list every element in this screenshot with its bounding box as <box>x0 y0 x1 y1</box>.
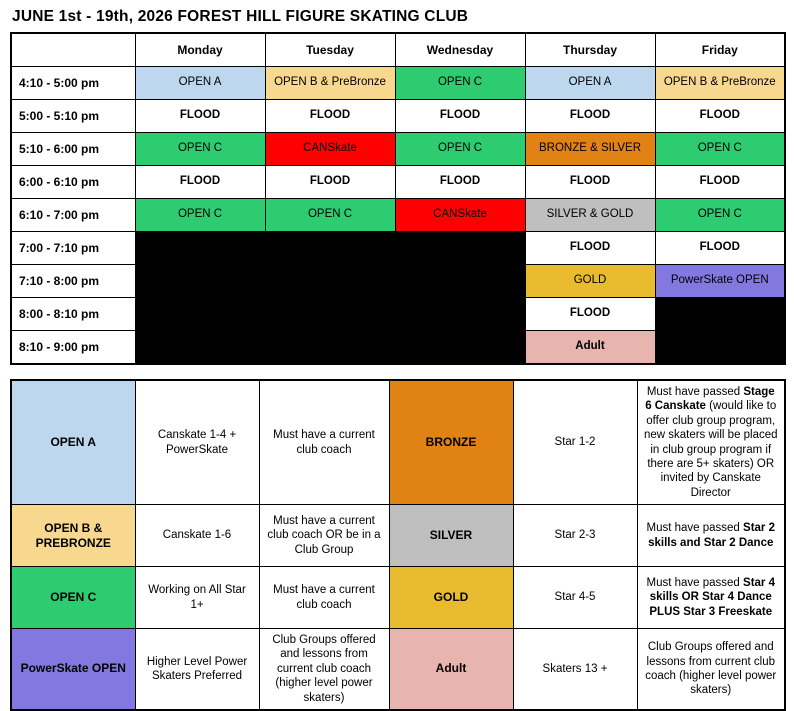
schedule-session-label: FLOOD <box>569 175 611 188</box>
schedule-session-cell <box>655 199 785 232</box>
schedule-session-cell <box>525 67 655 100</box>
schedule-session-label: BRONZE & SILVER <box>538 142 642 155</box>
legend-star-cell: Star 4-5 <box>513 567 637 629</box>
schedule-col-tuesday: Tuesday <box>265 33 395 67</box>
legend-key-cell: OPEN A <box>11 380 135 505</box>
schedule-session-label: OPEN C <box>697 142 742 155</box>
schedule-session-cell <box>395 100 525 133</box>
schedule-col-friday: Friday <box>655 33 785 67</box>
legend-requirement-cell: Must have a current club coach <box>259 380 389 505</box>
schedule-session-cell <box>395 199 525 232</box>
legend-table <box>10 379 786 711</box>
schedule-session-label: FLOOD <box>309 175 351 188</box>
schedule-col-monday: Monday <box>135 33 265 67</box>
schedule-time-label: 4:10 - 5:00 pm <box>11 67 135 100</box>
legend-criteria-cell: Must have passed Star 2 skills and Star 2 Dance <box>637 505 785 567</box>
schedule-time-label: 5:00 - 5:10 pm <box>11 100 135 133</box>
schedule-empty-cell <box>265 232 395 265</box>
schedule-empty-cell <box>135 298 265 331</box>
legend-level-cell: Canskate 1-6 <box>135 505 259 567</box>
schedule-time-label: 8:00 - 8:10 pm <box>11 298 135 331</box>
schedule-row <box>11 199 785 232</box>
schedule-empty-cell <box>135 331 265 365</box>
schedule-row <box>11 265 785 298</box>
schedule-session-label: OPEN C <box>697 208 742 221</box>
schedule-session-label: OPEN C <box>177 208 223 221</box>
schedule-header-row <box>11 33 785 67</box>
schedule-session-cell <box>265 67 395 100</box>
legend-criteria-cell: Must have passed Star 4 skills OR Star 4 Dance PLUS Star 3 Freeskate <box>637 567 785 629</box>
schedule-session-label: OPEN C <box>437 76 483 89</box>
schedule-session-label: GOLD <box>573 274 607 287</box>
schedule-empty-cell <box>265 331 395 365</box>
legend-key-cell: GOLD <box>389 567 513 629</box>
schedule-session-cell <box>655 265 785 298</box>
schedule-empty-cell <box>395 265 525 298</box>
schedule-session-cell <box>655 67 785 100</box>
schedule-session-cell <box>265 166 395 199</box>
schedule-session-cell <box>395 166 525 199</box>
legend-star-cell: Star 2-3 <box>513 505 637 567</box>
schedule-session-cell <box>525 166 655 199</box>
schedule-corner-cell <box>11 33 135 67</box>
schedule-row <box>11 166 785 199</box>
schedule-session-cell <box>265 100 395 133</box>
schedule-empty-cell <box>135 265 265 298</box>
legend-row <box>11 567 785 629</box>
schedule-session-cell <box>525 199 655 232</box>
schedule-time-label: 8:10 - 9:00 pm <box>11 331 135 365</box>
schedule-empty-cell <box>135 232 265 265</box>
schedule-time-label: 7:10 - 8:00 pm <box>11 265 135 298</box>
schedule-empty-cell <box>395 331 525 365</box>
schedule-empty-cell <box>265 265 395 298</box>
schedule-session-label: FLOOD <box>569 241 611 254</box>
schedule-session-cell <box>525 331 655 365</box>
schedule-session-cell <box>525 265 655 298</box>
schedule-empty-cell <box>265 298 395 331</box>
legend-star-cell: Star 1-2 <box>513 380 637 505</box>
schedule-session-cell <box>395 133 525 166</box>
schedule-session-label: CANSkate <box>433 208 487 221</box>
legend-row <box>11 629 785 710</box>
schedule-session-cell <box>135 67 265 100</box>
page-title: JUNE 1st - 19th, 2026 FOREST HILL FIGURE SKATING CLUB <box>12 8 469 25</box>
schedule-session-cell <box>265 133 395 166</box>
schedule-session-label: SILVER & GOLD <box>546 208 634 221</box>
legend-level-cell: Working on All Star 1+ <box>135 567 259 629</box>
schedule-session-cell <box>655 100 785 133</box>
schedule-session-label: FLOOD <box>179 109 221 122</box>
schedule-session-label: OPEN B & PreBronze <box>274 76 386 89</box>
schedule-row <box>11 232 785 265</box>
legend-key-cell: SILVER <box>389 505 513 567</box>
legend-requirement-cell: Must have a current club coach <box>259 567 389 629</box>
legend-row <box>11 505 785 567</box>
schedule-col-wednesday: Wednesday <box>395 33 525 67</box>
schedule-empty-cell <box>395 232 525 265</box>
schedule-session-label: FLOOD <box>439 109 481 122</box>
schedule-session-label: FLOOD <box>699 175 740 188</box>
schedule-row <box>11 298 785 331</box>
schedule-row <box>11 100 785 133</box>
legend-key-cell: Adult <box>389 629 513 710</box>
schedule-empty-cell <box>655 331 785 365</box>
legend-key-cell: OPEN B & PREBRONZE <box>11 505 135 567</box>
legend-level-cell: Higher Level Power Skaters Preferred <box>135 629 259 710</box>
schedule-session-label: FLOOD <box>569 307 611 320</box>
legend-criteria-cell: Club Groups offered and lessons from current club coach (higher level power skaters) <box>637 629 785 710</box>
legend-key-cell: OPEN C <box>11 567 135 629</box>
schedule-session-label: OPEN B & PreBronze <box>663 76 776 89</box>
legend-criteria-cell: Must have passed Stage 6 Canskate (would like to offer club group program, new skaters will be placed in club group program if there are 5+ skaters) OR invited by Canskate Director <box>637 380 785 505</box>
schedule-session-cell <box>135 133 265 166</box>
schedule-session-cell <box>655 232 785 265</box>
schedule-session-label: FLOOD <box>699 109 740 122</box>
schedule-session-cell <box>655 166 785 199</box>
schedule-session-label: FLOOD <box>699 241 740 254</box>
schedule-time-label: 6:10 - 7:00 pm <box>11 199 135 232</box>
schedule-time-label: 6:00 - 6:10 pm <box>11 166 135 199</box>
schedule-session-label: OPEN C <box>307 208 353 221</box>
schedule-row <box>11 331 785 365</box>
schedule-session-label: CANSkate <box>303 142 357 155</box>
schedule-row <box>11 67 785 100</box>
schedule-session-cell <box>265 199 395 232</box>
legend-key-cell: BRONZE <box>389 380 513 505</box>
schedule-session-cell <box>525 232 655 265</box>
schedule-session-label: OPEN A <box>178 76 222 89</box>
schedule-session-cell <box>525 100 655 133</box>
schedule-empty-cell <box>655 298 785 331</box>
schedule-session-label: OPEN C <box>437 142 483 155</box>
schedule-session-label: FLOOD <box>179 175 221 188</box>
schedule-time-label: 5:10 - 6:00 pm <box>11 133 135 166</box>
legend-level-cell: Canskate 1-4 + PowerSkate <box>135 380 259 505</box>
schedule-session-label: OPEN A <box>568 76 612 89</box>
legend-row <box>11 380 785 505</box>
schedule-col-thursday: Thursday <box>525 33 655 67</box>
schedule-session-cell <box>395 67 525 100</box>
schedule-session-label: FLOOD <box>309 109 351 122</box>
schedule-session-label: FLOOD <box>569 109 611 122</box>
schedule-session-cell <box>655 133 785 166</box>
schedule-session-label: Adult <box>575 340 605 353</box>
schedule-empty-cell <box>395 298 525 331</box>
schedule-session-cell <box>525 298 655 331</box>
schedule-session-label: OPEN C <box>177 142 223 155</box>
legend-star-cell: Skaters 13 + <box>513 629 637 710</box>
schedule-session-cell <box>525 133 655 166</box>
schedule-session-label: FLOOD <box>439 175 481 188</box>
schedule-session-label: PowerSkate OPEN <box>670 274 769 287</box>
schedule-session-cell <box>135 166 265 199</box>
schedule-table <box>10 32 786 365</box>
schedule-time-label: 7:00 - 7:10 pm <box>11 232 135 265</box>
schedule-session-cell <box>135 199 265 232</box>
legend-requirement-cell: Must have a current club coach OR be in a Club Group <box>259 505 389 567</box>
legend-requirement-cell: Club Groups offered and lessons from current club coach (higher level power skaters) <box>259 629 389 710</box>
legend-key-cell: PowerSkate OPEN <box>11 629 135 710</box>
schedule-row <box>11 133 785 166</box>
schedule-session-cell <box>135 100 265 133</box>
